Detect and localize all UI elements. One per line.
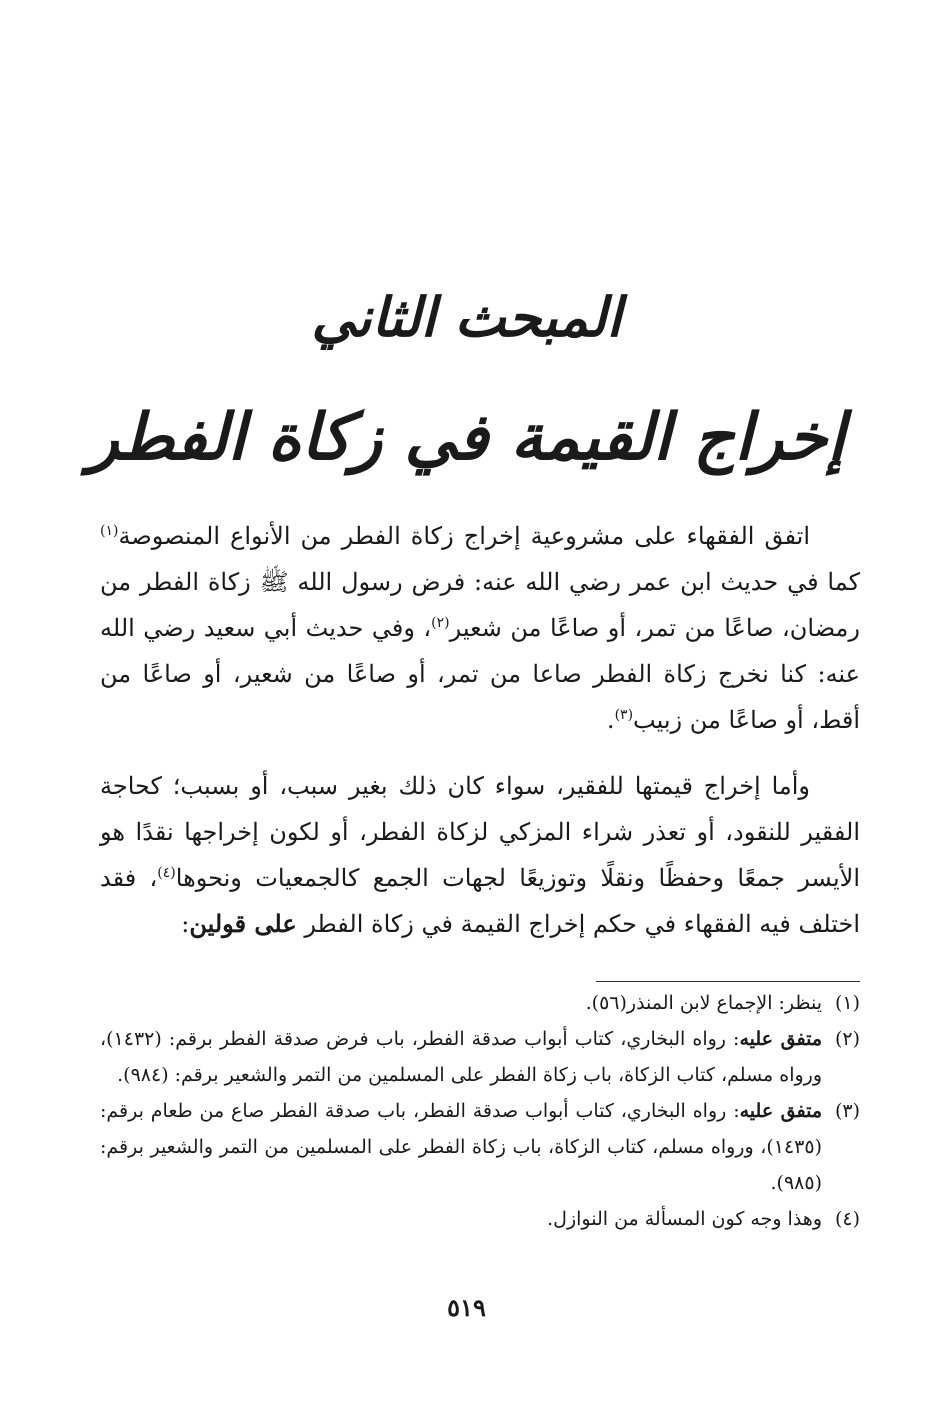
paragraph-1 — [100, 513, 860, 743]
footnote-ref-4[interactable]: (٤) — [157, 865, 176, 881]
footnote-body: : رواه البخاري، كتاب أبواب صدقة الفطر، باب صدقة الفطر صاع من طعام برقم: (١٤٣٥)، ورواه مسلم، كتاب الزكاة، باب زكاة الفطر على المسلمين من التمر والشعير برقم: (٩٨٥). — [100, 1100, 822, 1194]
footnote-text — [100, 1021, 822, 1093]
footnote-number: (١) — [834, 992, 860, 1014]
page-number: ٥١٩ — [447, 1293, 486, 1322]
paragraph-2-text-c: : — [181, 910, 190, 938]
footnote-1 — [100, 985, 860, 1021]
paragraph-1-text-d: . — [606, 706, 615, 734]
footnotes — [100, 985, 860, 1237]
footnote-body: : رواه البخاري، كتاب أبواب صدقة الفطر، باب فرض صدقة الفطر برقم: (١٤٣٢)، ورواه مسلم، كتاب الزكاة، باب زكاة الفطر على المسلمين من التمر والشعير برقم: (٩٨٤). — [100, 1028, 822, 1086]
paragraph-2-text-a: وأما إخراج قيمتها للفقير، سواء كان ذلك بغير سبب، أو بسبب؛ كحاجة الفقير للنقود، أو تعذر شراء المزكي لزكاة الفطر، أو لكون إخراجها نقدًا هو الأيسر جمعًا وحفظًا ونقلًا وتوزيعًا لجهات الجمع كالجمعيات ونحوها — [100, 772, 860, 892]
paragraph-1-text-b: كما في حديث ابن عمر رضي الله عنه: فرض رسول الله ﷺ زكاة الفطر من رمضان، صاعًا من تمر، أو صاعًا من شعير — [100, 568, 860, 642]
footnote-4 — [100, 1201, 860, 1237]
footnote-text — [100, 1201, 822, 1237]
footnote-body: وهذا وجه كون المسألة من النوازل. — [547, 1208, 822, 1230]
footnote-text — [100, 985, 822, 1021]
footnote-ref-1[interactable]: (١) — [100, 523, 119, 539]
footnote-number: (٤) — [834, 1208, 860, 1230]
footnote-ref-3[interactable]: (٣) — [614, 707, 634, 723]
chapter-title: المبحث الثاني — [311, 285, 622, 349]
footnote-ref-2[interactable]: (٢) — [431, 615, 450, 631]
footnote-body: ينظر: الإجماع لابن المنذر(٥٦). — [585, 992, 822, 1014]
paragraph-2 — [100, 763, 860, 947]
section-title: إخراج القيمة في زكاة الفطر — [88, 400, 845, 475]
footnote-3 — [100, 1093, 860, 1201]
footnote-bold: متفق عليه — [739, 1028, 822, 1050]
footnote-2 — [100, 1021, 860, 1093]
paragraph-2-bold: على قولين — [189, 909, 297, 938]
paragraph-2-text-b: ، فقد اختلف فيه الفقهاء في حكم إخراج القيمة في زكاة الفطر — [100, 864, 860, 938]
footnote-divider — [596, 981, 860, 982]
paragraph-1-text-a: اتفق الفقهاء على مشروعية إخراج زكاة الفطر من الأنواع المنصوصة — [118, 522, 811, 550]
paragraph-1-text-c: ، وفي حديث أبي سعيد رضي الله عنه: كنا نخرج زكاة الفطر صاعا من تمر، أو صاعًا من شعير، أو صاعًا من أقط، أو صاعًا من زبيب — [100, 614, 860, 734]
footnote-bold: متفق عليه — [739, 1100, 822, 1122]
footnote-number: (٢) — [834, 1028, 860, 1050]
footnote-text — [100, 1093, 822, 1201]
footnote-number: (٣) — [834, 1100, 860, 1122]
